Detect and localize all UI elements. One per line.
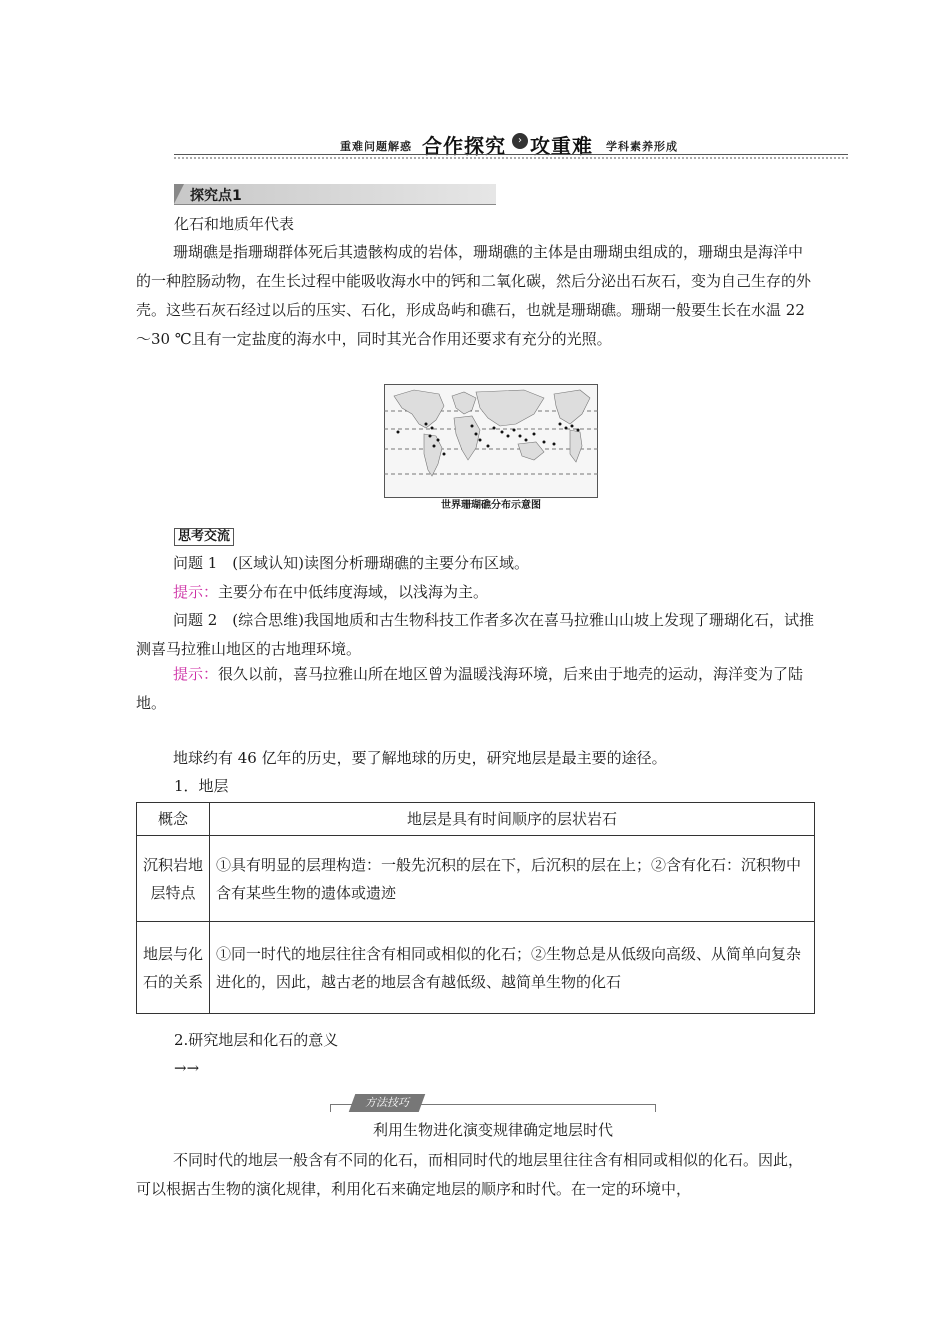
coral-reef-map xyxy=(384,384,598,498)
question-2: 问题 2 (综合思维)我国地质和古生物科技工作者多次在喜马拉雅山山坡上发现了珊瑚化石，试推测喜马拉雅山地区的古地理环境。 xyxy=(136,611,815,658)
heading-strata: 1．地层 xyxy=(174,777,229,795)
method-title: 利用生物进化演变规律确定地层时代 xyxy=(372,1121,613,1139)
final-paragraph: 不同时代的地层一般含有不同的化石，而相同时代的地层里往往含有相同或相似的化石。因此，可以根据古生物的演化规律，利用化石来确定地层的顺序和时代。在一定的环境中， xyxy=(136,1151,804,1198)
explore-point-tag xyxy=(174,184,496,205)
hint-2-label: 提示： xyxy=(173,665,219,683)
table-row xyxy=(137,803,815,836)
table-row xyxy=(137,922,815,1014)
banner-title-1: 合作探究 xyxy=(422,134,506,158)
table-cell: ①同一时代的地层往往含有相同或相似的化石；②生物总是从低级向高级、从简单向复杂进化的，因此，越古老的地层含有越低级、越简单生物的化石 xyxy=(210,922,815,1014)
table-cell: 概念 xyxy=(137,803,210,836)
hint-1 xyxy=(136,578,816,607)
table-cell: 地层与化石的关系 xyxy=(137,922,210,1014)
map-caption: 世界珊瑚礁分布示意图 xyxy=(441,500,541,511)
table-cell: 地层是具有时间顺序的层状岩石 xyxy=(210,803,815,836)
arrows: →→ xyxy=(174,1059,200,1077)
table-row xyxy=(137,836,815,922)
method-tips-badge: 方法技巧 xyxy=(365,1096,409,1109)
question-1: 问题 1 (区域认知)读图分析珊瑚礁的主要分布区域。 xyxy=(173,554,530,572)
hint-2-text: 很久以前，喜马拉雅山所在地区曾为温暖浅海环境，后来由于地壳的运动，海洋变为了陆地。 xyxy=(136,665,804,712)
heading-significance: 2.研究地层和化石的意义 xyxy=(174,1031,339,1049)
strata-table xyxy=(136,802,815,1014)
table-cell: ①具有明显的层理构造：一般先沉积的层在下，后沉积的层在上；②含有化石：沉积物中含有某些生物的遗体或遗迹 xyxy=(210,836,815,922)
explore-point-label: 探究点1 xyxy=(190,188,242,204)
section-title: 化石和地质年代表 xyxy=(174,215,295,233)
hint-1-text: 主要分布在中低纬度海域，以浅海为主。 xyxy=(218,583,489,601)
banner-title-2: 攻重难 xyxy=(530,134,593,158)
section-banner xyxy=(174,128,848,158)
table-cell: 沉积岩地层特点 xyxy=(137,836,210,922)
world-map-graphic xyxy=(384,384,598,498)
think-exchange-label: 思考交流 xyxy=(174,528,234,546)
banner-left-text: 重难问题解惑 xyxy=(340,140,412,153)
hint-1-label: 提示： xyxy=(173,583,219,601)
hint-2 xyxy=(136,660,816,718)
banner-right-text: 学科素养形成 xyxy=(606,140,678,153)
method-tips-box xyxy=(330,1094,656,1116)
earth-history-paragraph: 地球约有 46 亿年的历史，要了解地球的历史，研究地层是最主要的途径。 xyxy=(173,749,667,767)
chevron-right-icon: › xyxy=(512,133,528,149)
intro-paragraph: 珊瑚礁是指珊瑚群体死后其遗骸构成的岩体，珊瑚礁的主体是由珊瑚虫组成的，珊瑚虫是海洋中的一种腔肠动物，在生长过程中能吸收海水中的钙和二氧化碳，然后分泌出石灰石，变为自己生存的外壳。这些石灰石经过以后的压实、石化，形成岛屿和礁石，也就是珊瑚礁。珊瑚一般要生长在水温 22～30 ℃且有一定盐度的海水中，同时其光合作用还要求有充分的光照。 xyxy=(136,243,812,348)
